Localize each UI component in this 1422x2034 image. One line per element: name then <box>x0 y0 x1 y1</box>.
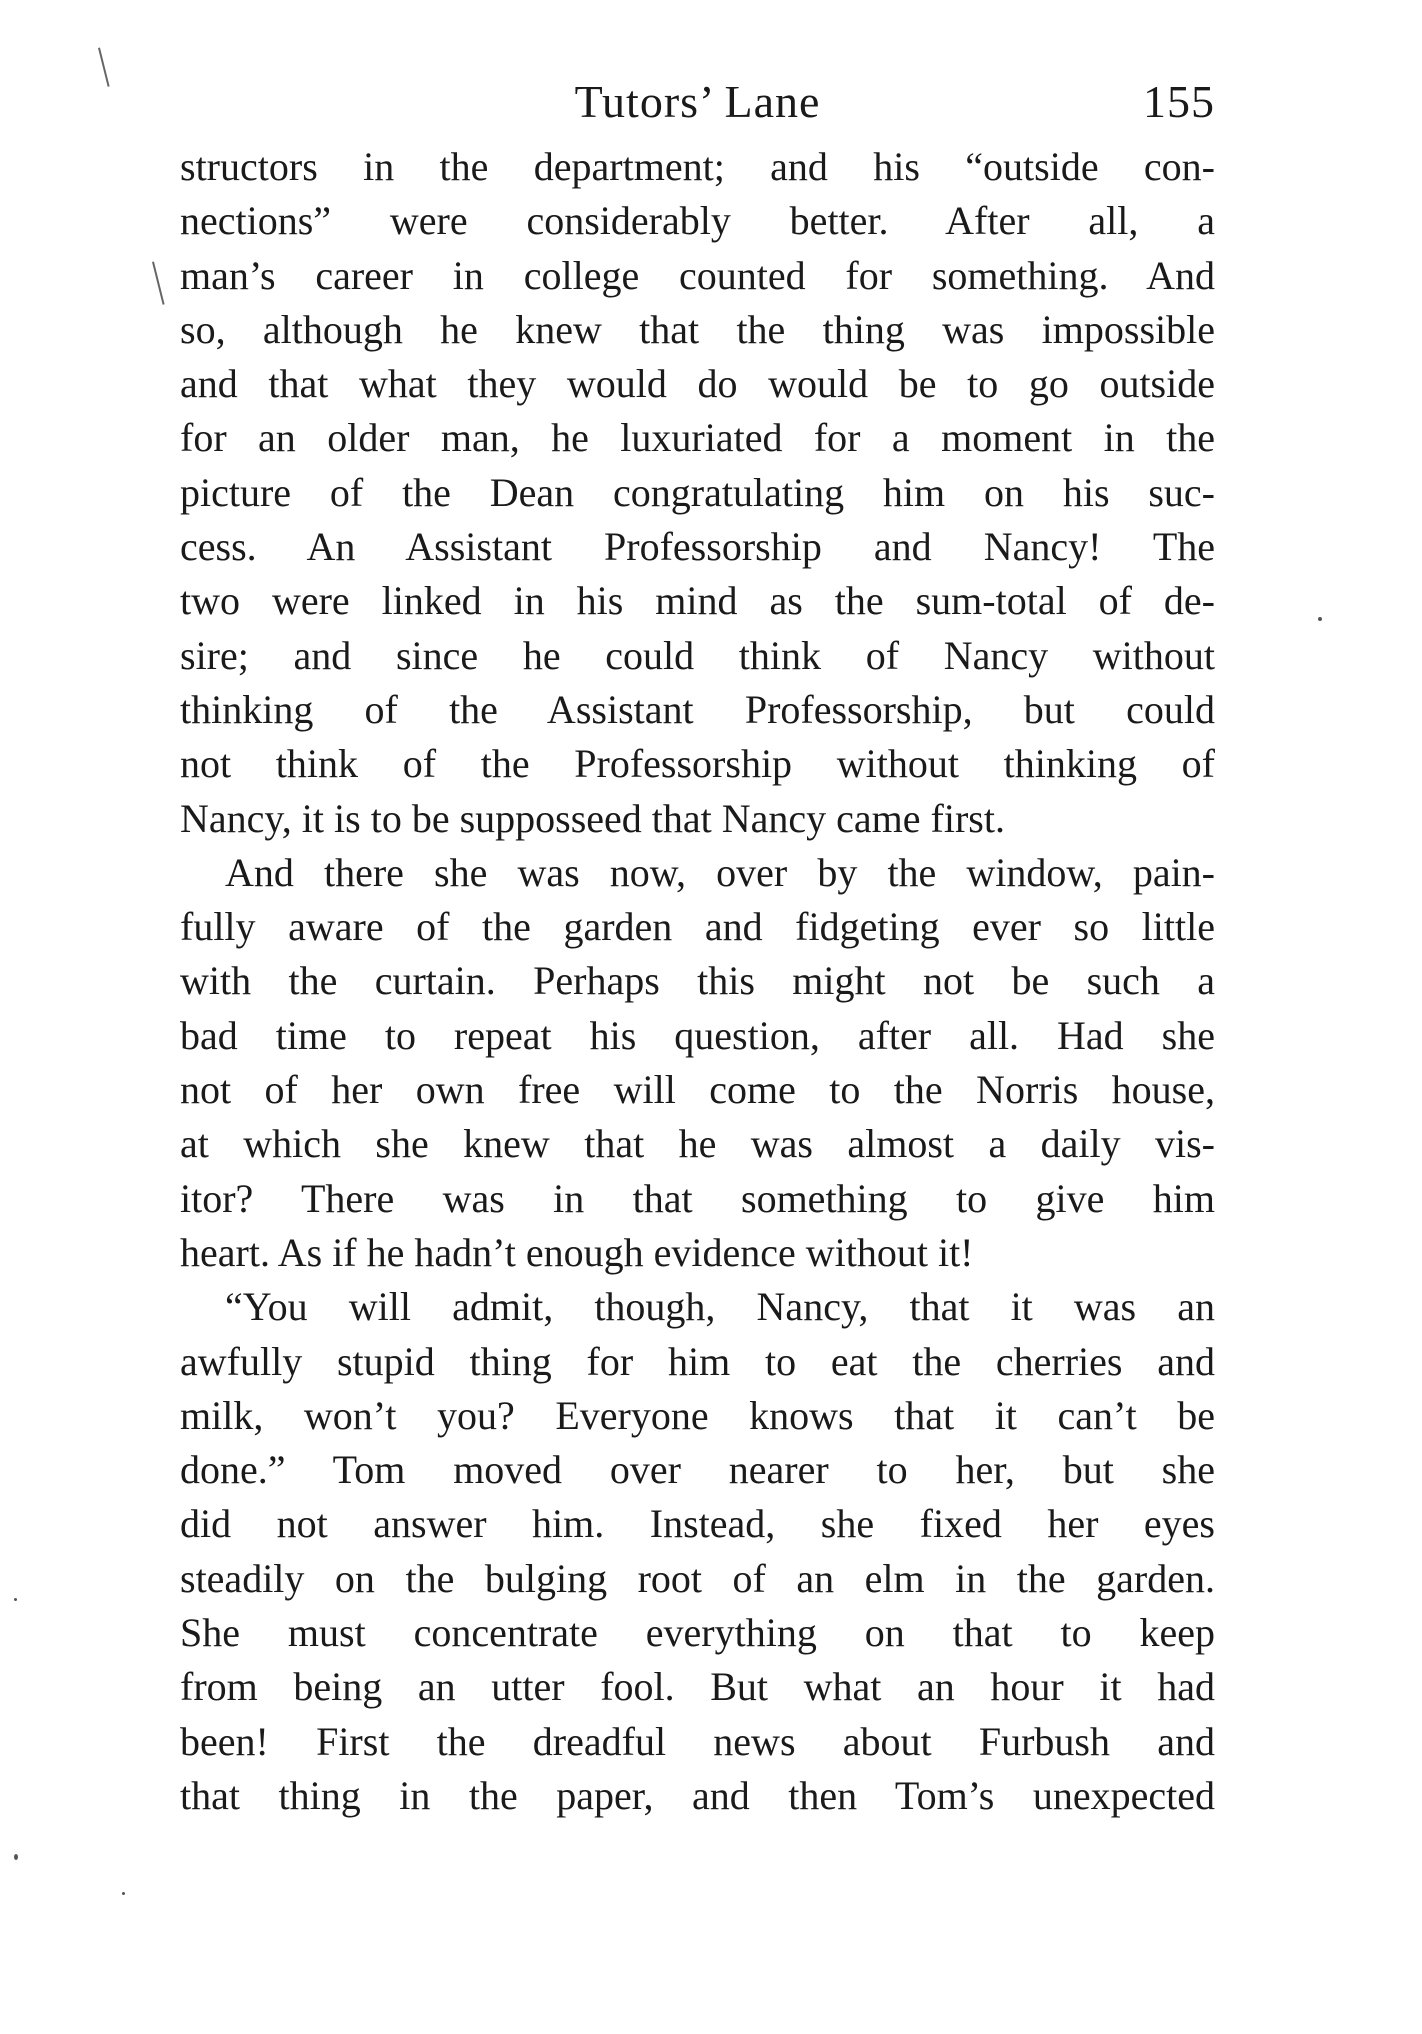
text-line: awfully stupid thing for him to eat the cherries and <box>180 1338 1215 1384</box>
text-line: did not answer him. Instead, she fixed her eyes <box>180 1501 1215 1547</box>
text-line: structors in the department; and his “outside con- <box>180 144 1215 189</box>
text-line: with the curtain. Perhaps this might not be such a <box>180 958 1215 1004</box>
text-line: not of her own free will come to the Norris house, <box>180 1067 1215 1113</box>
text-line: heart. As if he hadn’t enough evidence without it! <box>180 1229 974 1275</box>
text-line: picture of the Dean congratulating him on his suc- <box>180 469 1215 515</box>
text-line: so, although he knew that the thing was impossible <box>180 306 1215 352</box>
page-speck <box>1318 617 1322 621</box>
text-line: She must concentrate everything on that to keep <box>180 1610 1215 1656</box>
margin-scratch-mark <box>98 48 110 87</box>
text-line: done.” Tom moved over nearer to her, but she <box>180 1447 1215 1493</box>
text-line: for an older man, he luxuriated for a moment in the <box>180 415 1215 461</box>
margin-scratch-mark <box>152 262 165 305</box>
running-title: Tutors’ Lane <box>574 76 821 127</box>
text-line: steadily on the bulging root of an elm in the garden. <box>180 1555 1215 1601</box>
text-line: sire; and since he could think of Nancy without <box>180 632 1215 678</box>
text-line: bad time to repeat his question, after all. Had she <box>180 1012 1215 1058</box>
page-number: 155 <box>1143 76 1215 127</box>
running-head <box>180 72 1215 132</box>
text-line: nections” were considerably better. After all, a <box>180 198 1215 244</box>
text-line: been! First the dreadful news about Furbush and <box>180 1718 1215 1764</box>
text-line: Nancy, it is to be supposseed that Nancy came first. <box>180 795 1005 841</box>
text-line: and that what they would do would be to go outside <box>180 361 1215 407</box>
text-line-indented: “You will admit, though, Nancy, that it was an <box>225 1284 1215 1330</box>
text-line: at which she knew that he was almost a daily vis- <box>180 1121 1215 1167</box>
text-line: two were linked in his mind as the sum-total of de- <box>180 578 1215 624</box>
body-text <box>180 140 1215 1823</box>
text-line-indented: And there she was now, over by the window, pain- <box>225 849 1215 895</box>
page-speck <box>14 1854 18 1860</box>
page-speck <box>14 1598 17 1601</box>
text-line: cess. An Assistant Professorship and Nancy! The <box>180 524 1215 570</box>
text-line: that thing in the paper, and then Tom’s unexpected <box>180 1772 1215 1818</box>
page-speck <box>122 1892 125 1895</box>
text-line: milk, won’t you? Everyone knows that it can’t be <box>180 1392 1215 1438</box>
text-line: from being an utter fool. But what an hour it had <box>180 1664 1215 1710</box>
text-line: man’s career in college counted for something. And <box>180 252 1215 298</box>
text-line: fully aware of the garden and fidgeting ever so little <box>180 904 1215 950</box>
text-line: not think of the Professorship without thinking of <box>180 741 1215 787</box>
text-line: itor? There was in that something to give him <box>180 1175 1215 1221</box>
text-line: thinking of the Assistant Professorship, but could <box>180 686 1215 732</box>
